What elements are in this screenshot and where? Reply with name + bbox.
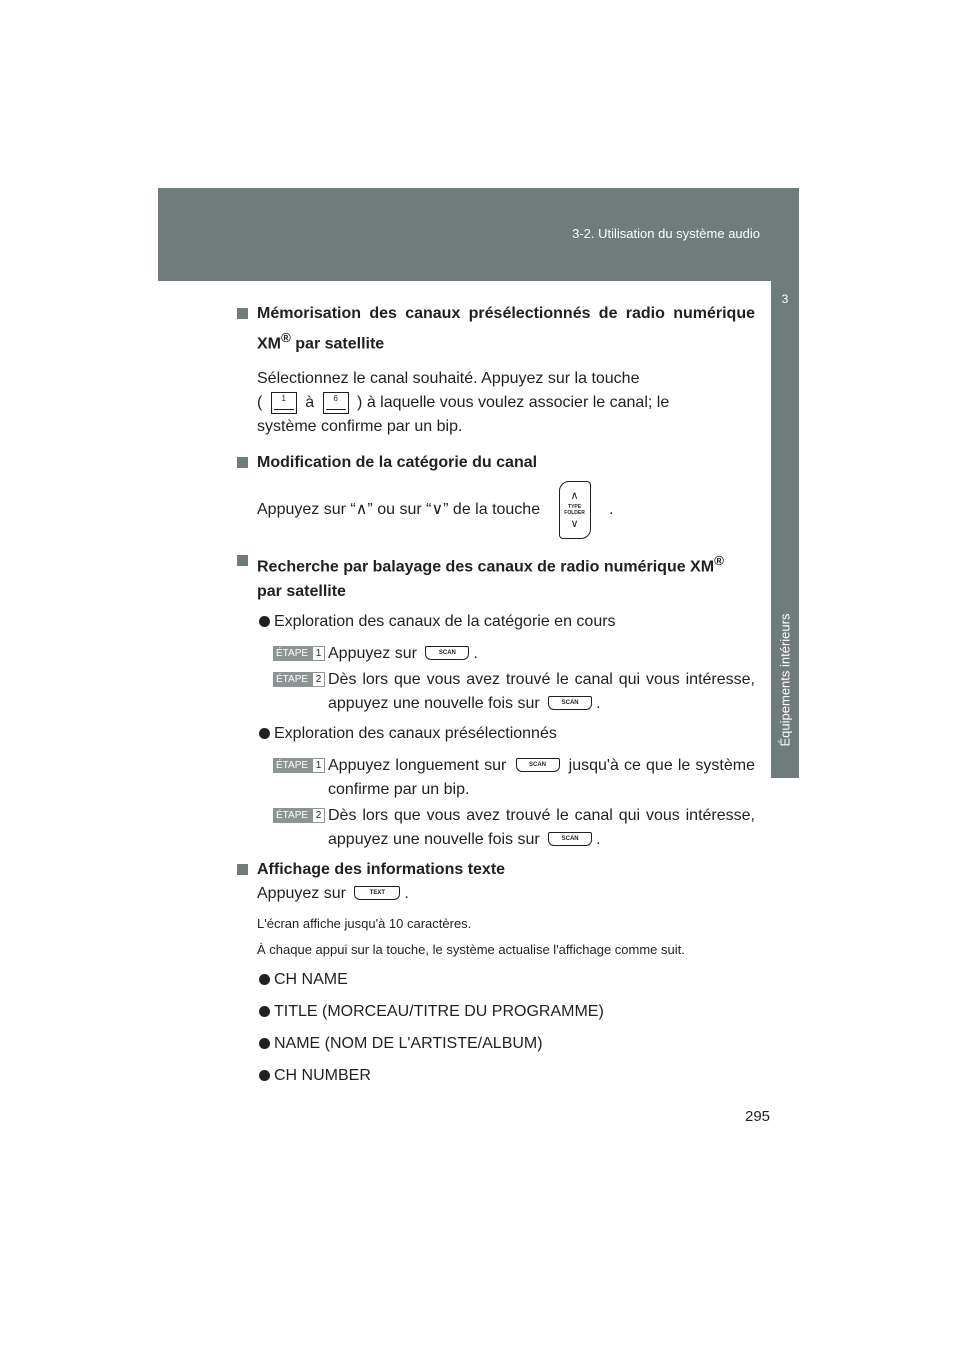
step-1: ÉTAPE 1 Appuyez longuement sur SCAN jusqu'à ce que le système confirme par un bip. (237, 754, 755, 802)
list-item: TITLE (MORCEAU/TITRE DU PROGRAMME) (237, 1000, 755, 1024)
chapter-label: Équipements intérieurs (777, 613, 793, 747)
round-bullet-icon (259, 728, 270, 739)
list-item: NAME (NOM DE L'ARTISTE/ALBUM) (237, 1032, 755, 1056)
step-badge: ÉTAPE 1 (273, 646, 325, 661)
list-item: Exploration des canaux présélectionnés (237, 722, 755, 746)
text-paragraph: Appuyez sur TEXT . (257, 884, 409, 902)
category-paragraph: Appuyez sur “∧” ou sur “∨” de la touche ∧ TYPE FOLDER ∨ . (237, 481, 755, 539)
presets-paragraph: Sélectionnez le canal souhaité. Appuyez sur la touche ( 1 à 6 ) à laquelle vous voulez associer le canal; le système confirme par un bip. (257, 370, 670, 436)
section-title: 3-2. Utilisation du système audio (572, 226, 760, 241)
type-folder-button-icon: ∧ TYPE FOLDER ∨ (559, 481, 591, 539)
list-item: Exploration des canaux de la catégorie en cours (237, 610, 755, 634)
preset-key-6-icon: 6 (323, 392, 349, 414)
scan-button-icon: SCAN (425, 646, 469, 660)
page-content (237, 302, 755, 1088)
step-badge: ÉTAPE 2 (273, 808, 325, 823)
round-bullet-icon (259, 616, 270, 627)
header-bar (158, 188, 799, 281)
scan-button-icon: SCAN (548, 696, 592, 710)
step-1: ÉTAPE 1 Appuyez sur SCAN . (237, 642, 755, 666)
square-bullet-icon (237, 864, 248, 875)
round-bullet-icon (259, 1038, 270, 1049)
heading-category: Modification de la catégorie du canal (237, 451, 755, 475)
round-bullet-icon (259, 974, 270, 985)
heading-presets: Mémorisation des canaux présélectionnés de radio numérique XM® par satellite (237, 302, 755, 356)
preset-key-1-icon: 1 (271, 392, 297, 414)
chapter-number: 3 (771, 281, 799, 318)
scan-button-icon: SCAN (548, 832, 592, 846)
list-item: CH NUMBER (237, 1064, 755, 1088)
page-number: 295 (745, 1108, 771, 1125)
square-bullet-icon (237, 457, 248, 468)
list-item: CH NAME (237, 968, 755, 992)
step-badge: ÉTAPE 1 (273, 758, 325, 773)
step-2: ÉTAPE 2 Dès lors que vous avez trouvé le canal qui vous intéresse, appuyez une nouvelle fois sur SCAN . (237, 668, 755, 716)
note: L'écran affiche jusqu'à 10 caractères. (257, 915, 472, 931)
square-bullet-icon (237, 555, 248, 566)
round-bullet-icon (259, 1006, 270, 1017)
note: À chaque appui sur la touche, le système actualise l'affichage comme suit. (257, 941, 685, 957)
scan-button-icon: SCAN (516, 758, 560, 772)
step-2: ÉTAPE 2 Dès lors que vous avez trouvé le canal qui vous intéresse, appuyez une nouvelle fois sur SCAN . (237, 804, 755, 852)
round-bullet-icon (259, 1070, 270, 1081)
heading-scan: Recherche par balayage des canaux de radio numérique XM® par satellite (237, 549, 755, 603)
heading-text: Affichage des informations texte (237, 858, 755, 882)
square-bullet-icon (237, 308, 248, 319)
text-button-icon: TEXT (354, 886, 400, 900)
step-badge: ÉTAPE 2 (273, 672, 325, 687)
